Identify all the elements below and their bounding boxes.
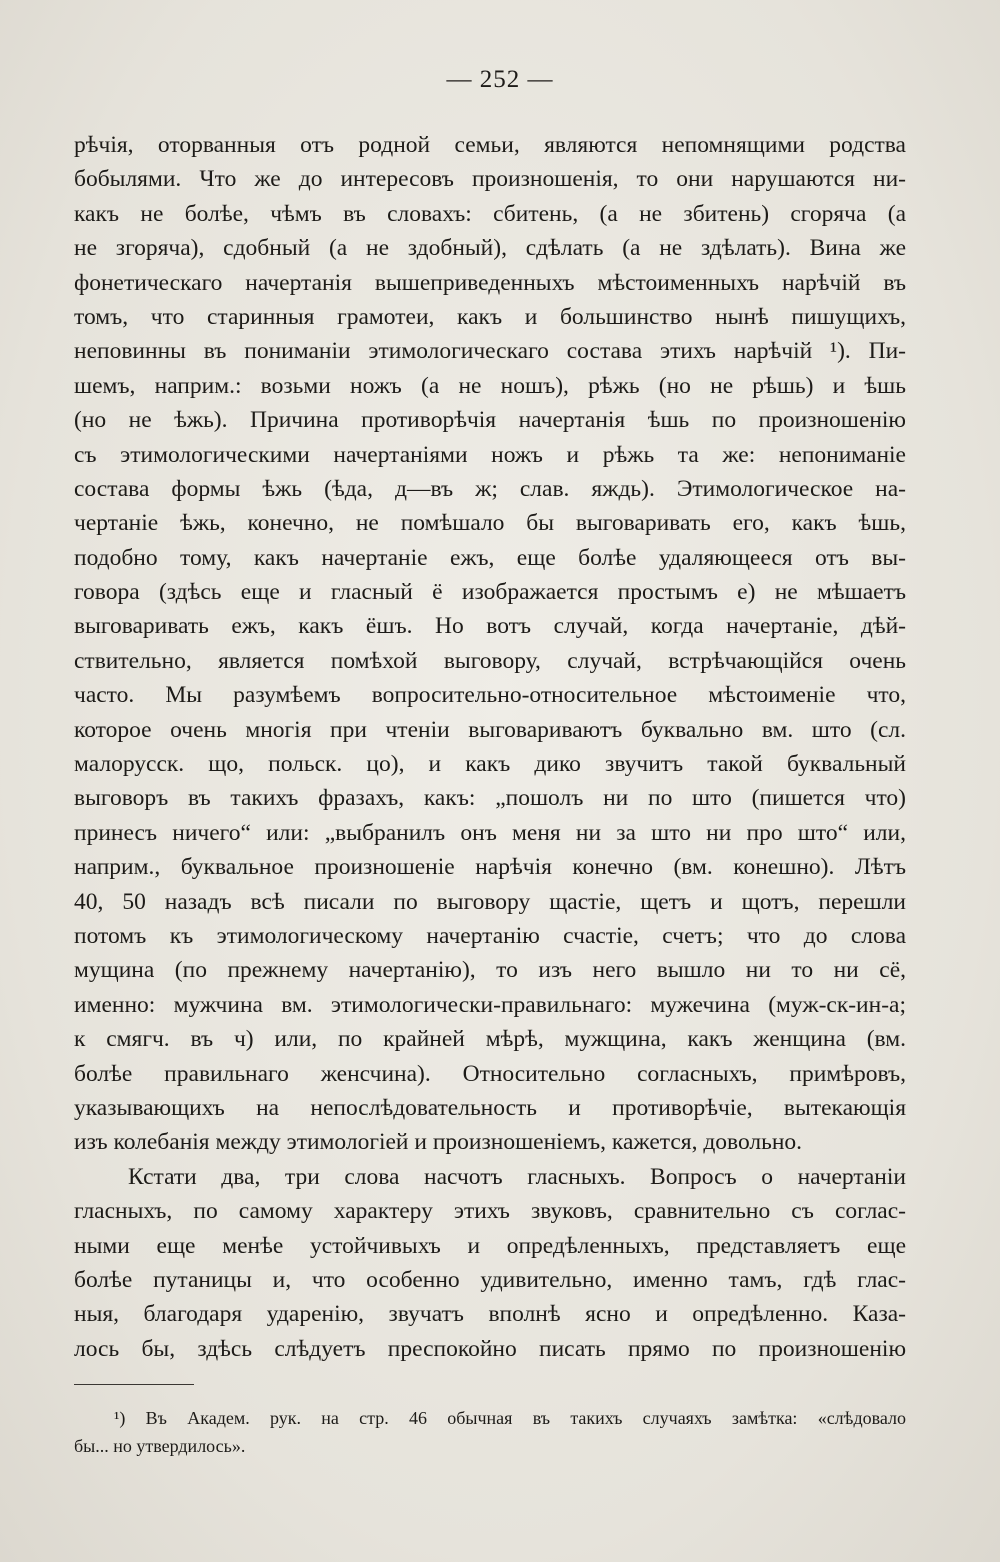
text-line: ныя, благодаря ударенію, звучатъ вполнѣ ясно и опредѣленно. Каза- — [74, 1301, 906, 1328]
text-line: указывающихъ на непослѣдовательность и противорѣчіе, вытекающія — [74, 1094, 906, 1121]
text-line: лось бы, здѣсь слѣдуетъ преспокойно писать прямо по произношенію — [74, 1335, 906, 1362]
text-line: которое очень многія при чтеніи выговариваютъ буквально вм. што (сл. — [74, 716, 906, 743]
text-line: съ этимологическими начертаніями ножъ и рѣжь та же: непониманіе — [74, 441, 906, 468]
text-line: состава формы ѣжь (ѣда, д—въ ж; слав. яждь). Этимологическое на- — [74, 475, 906, 502]
text-line: не згоряча), сдобный (а не здобный), сдѣлать (а не здѣлать). Вина же — [74, 235, 906, 262]
text-line: неповинны въ пониманіи этимологическаго состава этихъ нарѣчій ¹). Пи- — [74, 338, 906, 365]
text-line: говора (здѣсь еще и гласный ё изображается простымъ е) не мѣшаетъ — [74, 579, 906, 606]
body-text — [74, 128, 906, 1366]
text-line: наприм., буквальное произношеніе нарѣчія конечно (вм. конешно). Лѣтъ — [74, 854, 906, 881]
text-line: выговоръ въ такихъ фразахъ, какъ: „пошолъ ни по што (пишется что) — [74, 785, 906, 812]
footnote-line: бы... но утвердилось». — [74, 1436, 246, 1456]
text-line: принесъ ничего“ или: „выбранилъ онъ меня ни за што ни про што“ или, — [74, 819, 906, 846]
text-line: к смягч. въ ч) или, по крайней мѣрѣ, мужщина, какъ женщина (вм. — [74, 1026, 906, 1053]
text-line: томъ, что старинныя грамотеи, какъ и большинство нынѣ пишущихъ, — [74, 303, 906, 330]
text-line: болѣе путаницы и, что особенно удивительно, именно тамъ, гдѣ глас- — [74, 1266, 906, 1293]
text-line: Кстати два, три слова насчотъ гласныхъ. Вопросъ о начертаніи — [128, 1163, 906, 1190]
text-line: именно: мужчина вм. этимологически-правильнаго: мужечина (муж-ск-ин-а; — [74, 991, 906, 1018]
text-line: чертаніе ѣжь, конечно, не помѣшало бы выговаривать его, какъ ѣшь, — [74, 510, 906, 537]
text-line: (но не ѣжь). Причина противорѣчія начертанія ѣшь по произношенію — [74, 407, 906, 434]
text-line: какъ не болѣе, чѣмъ въ словахъ: сбитень, (а не збитень) сгоряча (а — [74, 200, 906, 227]
text-line: ными еще менѣе устойчивыхъ и опредѣленныхъ, представляетъ еще — [74, 1232, 906, 1259]
text-line: фонетическаго начертанія вышеприведенныхъ мѣстоименныхъ нарѣчій въ — [74, 269, 906, 296]
text-line: 40, 50 назадъ всѣ писали по выговору щастіе, щетъ и щотъ, перешли — [74, 888, 906, 915]
text-line: рѣчія, оторванныя отъ родной семьи, являются непомнящими родства — [74, 132, 906, 158]
text-line: часто. Мы разумѣемъ вопросительно-относительное мѣстоименіе что, — [74, 682, 906, 709]
text-line: шемъ, наприм.: возьми ножъ (а не ношъ), рѣжь (но не рѣшь) и ѣшь — [74, 372, 906, 399]
text-line: мущина (по прежнему начертанію), то изъ него вышло ни то ни сё, — [74, 957, 906, 984]
text-line: гласныхъ, по самому характеру этихъ звуковъ, сравнительно съ соглас- — [74, 1198, 906, 1225]
text-line: изъ колебанія между этимологіей и произношеніемъ, кажется, довольно. — [74, 1129, 803, 1156]
text-line: потомъ къ этимологическому начертанію счастіе, счетъ; что до слова — [74, 922, 906, 949]
page-number: — 252 — — [446, 66, 554, 93]
text-line: выговаривать ежъ, какъ ёшъ. Но вотъ случай, когда начертаніе, дѣй- — [74, 613, 906, 640]
text-line: бобылями. Что же до интересовъ произношенія, то они нарушаются ни- — [74, 166, 906, 193]
text-line: ствительно, является помѣхой выговору, случай, встрѣчающійся очень — [74, 647, 906, 674]
text-line: болѣе правильнаго женсчина). Относительно согласныхъ, примѣровъ, — [74, 1060, 906, 1087]
text-line: подобно тому, какъ начертаніе ежъ, еще болѣе удаляющееся отъ вы- — [74, 544, 906, 571]
footnote-line: ¹) Въ Академ. рук. на стр. 46 обычная въ такихъ случаяхъ замѣтка: «слѣдовало — [114, 1408, 906, 1428]
footnote — [74, 1404, 906, 1460]
footnote-divider — [74, 1384, 194, 1385]
text-line: малорусск. що, польск. цо), и какъ дико звучитъ такой буквальный — [74, 751, 906, 778]
